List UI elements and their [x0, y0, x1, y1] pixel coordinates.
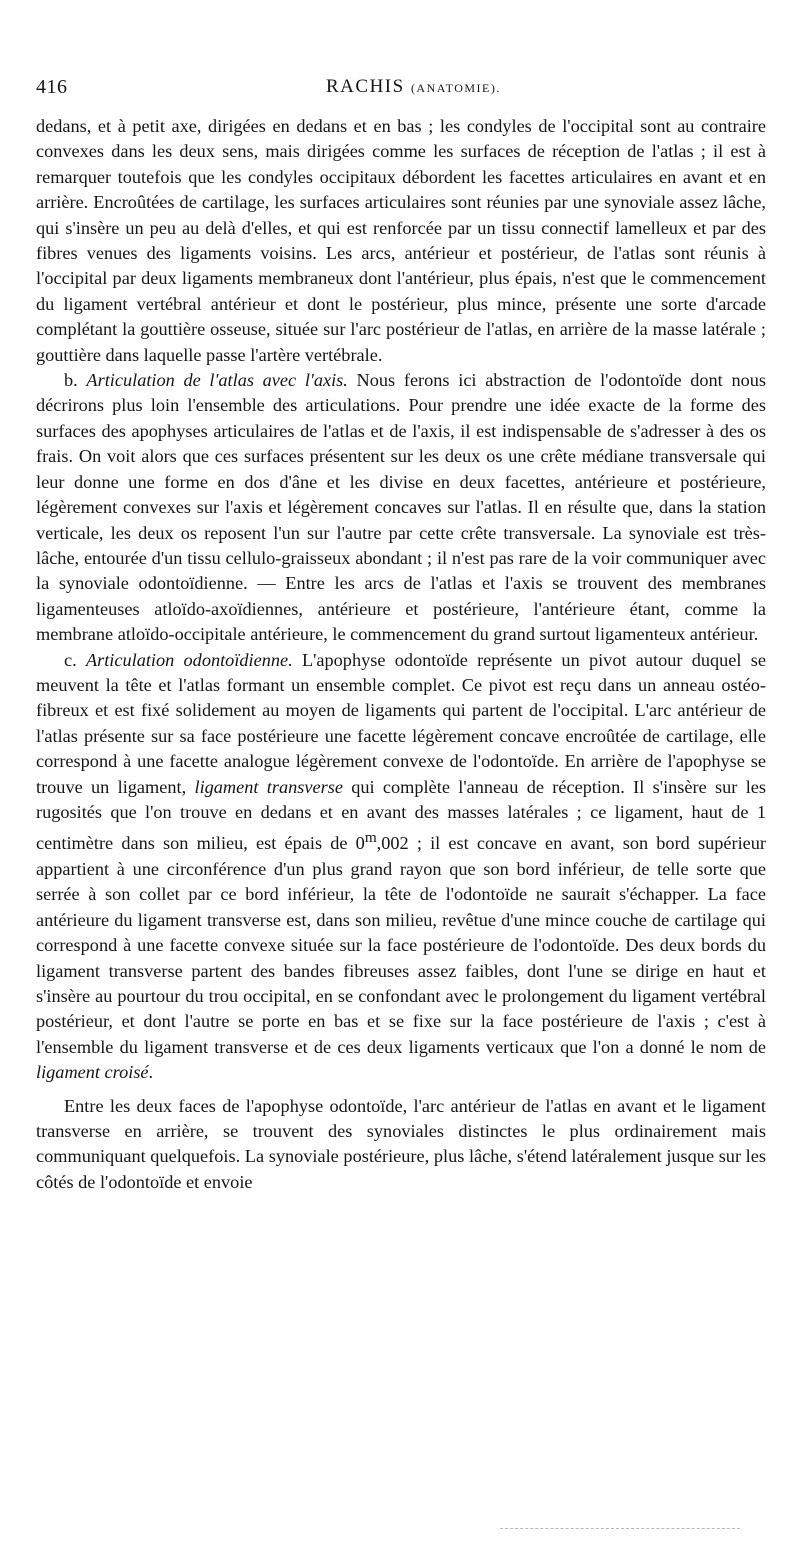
page-header — [36, 76, 766, 104]
text-run: Nous ferons ici abstraction de l'odontoïde dont nous décrirons plus loin l'ensemble des articulations. Pour prendre une idée exacte de la forme des surfaces des apophyses articulaires de l'atlas et de l'axis, il est indispensable de s'adresser à des os frais. On voit alors que ces surfaces présentent sur les deux os une crête médiane transversale qui leur donne une forme en dos d'âne et les divise en deux facettes, antérieure et postérieure, légèrement convexes sur l'axis et légèrement concaves sur l'atlas. Il en résulte que, dans la station verticale, les deux os reposent l'un sur l'autre par cette crête transversale. La synoviale est très-lâche, entourée d'un tissu cellulo-graisseux abondant ; il n'est pas rare de la voir communiquer avec la synoviale odontoïdienne. — Entre les arcs de l'atlas et l'axis se trouvent des membranes ligamenteuses atloïdo-axoïdiennes, antérieure et postérieure, l'antérieure étant, comme la membrane atloïdo-occipitale antérieure, le commencement du grand surtout ligamenteux antérieur. — [36, 370, 766, 645]
body-text — [36, 114, 766, 1195]
italic-text: ligament croisé — [36, 1062, 149, 1083]
text-run: L'apophyse odontoïde représente un pivot autour duquel se meuvent la tête et l'atlas formant un ensemble complet. Ce pivot est reçu dans un anneau ostéo-fibreux et est fixé solidement au moyen de ligaments qui partent de l'occipital. L'arc antérieur de l'atlas présente sur sa face postérieure une facette légèrement concave encroûtée de cartilage, elle correspond à une facette analogue légèrement convexe de l'odontoïde. En arrière de l'apophyse se trouve un ligament, — [36, 649, 766, 797]
italic-text: ligament transverse — [194, 776, 343, 797]
paragraph-synovial — [36, 1094, 766, 1196]
text-run: qui complète l'anneau de réception. Il s'insère sur les rugosités que l'on trouve en dedans et en avant des masses latérales ; ce ligament, haut de 1 centimètre dans son milieu, est épais de 0 — [36, 776, 766, 854]
text-run: . — [148, 1062, 154, 1083]
text-run: c. — [64, 649, 86, 670]
running-head-sub: (ANATOMIE). — [410, 81, 501, 95]
italic-text: Articulation de l'atlas avec l'axis. — [86, 370, 348, 391]
italic-text: Articulation odontoïdienne. — [85, 649, 293, 670]
page-number: 416 — [36, 76, 68, 98]
bottom-rule — [500, 1528, 740, 1529]
text-run: ,002 ; il est concave en avant, son bord supérieur appartient à une circonférence d'un plus grand rayon que son bord inférieur, de telle sorte que serrée à son collet par ce bord inférieur, la tête de l'odontoïde ne saurait s'échapper. La face antérieure du ligament transverse est, dans son milieu, revêtue d'une mince couche de cartilage qui correspond à une facette convexe située sur la face postérieure de l'odontoïde. Des deux bords du ligament transverse partent des bandes fibreuses assez faibles, dont l'une se dirige en haut et s'insère au pourtour du trou occipital, en se confondant avec le prolongement du ligament vertébral postérieur, et dont l'autre se porte en bas et se fixe sur la face postérieure de l'axis ; c'est à l'ensemble du ligament transverse et de ces deux ligaments verticaux que l'on a donné le nom de — [36, 833, 766, 1057]
text-run: b. — [64, 370, 87, 391]
text-run: Entre les deux faces de l'apophyse odontoïde, l'arc antérieur de l'atlas en avant et le ligament transverse en arrière, se trouvent des synoviales distinctes le plus ordinairement mais communiquant quelquefois. La synoviale postérieure, plus lâche, s'étend latéralement jusque sur les côtés de l'odontoïde et envoie — [36, 1095, 766, 1192]
paragraph-odontoid — [36, 648, 766, 1086]
paragraph-atlas-axis — [36, 368, 766, 647]
paragraph-continuation — [36, 114, 766, 368]
running-head — [326, 76, 501, 98]
running-head-main: RACHIS — [326, 76, 405, 97]
text-run: m — [364, 829, 377, 847]
text-run: dedans, et à petit axe, dirigées en dedans et en bas ; les condyles de l'occipital sont au contraire convexes dans les deux sens, mais dirigées comme les surfaces de réception de l'atlas ; il est à remarquer toutefois que les condyles occipitaux débordent les facettes articulaires en avant et en arrière. Encroûtées de cartilage, les surfaces articulaires sont réunies par une synoviale assez lâche, qui s'insère un peu au delà d'elles, et qui est renforcée par un tissu connectif lamelleux et par des fibres venues des ligaments voisins. Les arcs, antérieur et postérieur, de l'atlas sont réunis à l'occipital par deux ligaments membraneux dont l'antérieur, plus épais, n'est que le commencement du ligament vertébral antérieur et dont le postérieur, plus mince, présente une sorte d'arcade complétant la gouttière osseuse, située sur l'arc postérieur de l'atlas, en arrière de la masse latérale ; gouttière dans laquelle passe l'artère vertébrale. — [36, 116, 766, 365]
